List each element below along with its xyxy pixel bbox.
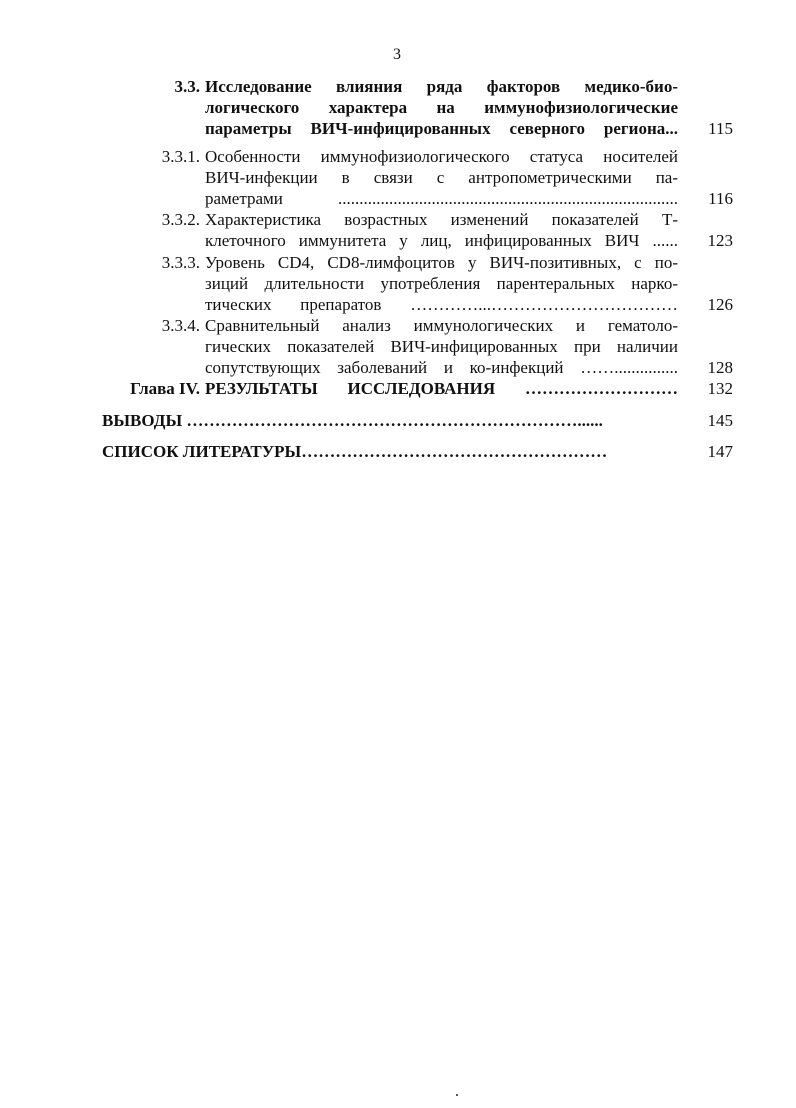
toc-number: 3.3.3.	[161, 253, 200, 272]
toc-line: тических препаратов …………...……………………………	[205, 295, 678, 314]
toc-page: 126	[707, 295, 733, 314]
toc-page: 145	[707, 411, 733, 430]
page-number: 3	[393, 46, 401, 63]
toc-page: 147	[707, 442, 733, 461]
toc-line: Исследование влияния ряда факторов медико-био-	[205, 77, 678, 96]
toc-line: параметры ВИЧ-инфицированных северного региона...	[205, 119, 678, 138]
toc-line: раметрами ................................................................................	[205, 189, 678, 208]
toc-conclusions: ВЫВОДЫ ……………………………………………………………......	[102, 411, 603, 430]
toc-line: Сравнительный анализ иммунологических и гематоло-	[205, 316, 678, 335]
toc-number: 3.3.1.	[161, 147, 200, 166]
toc-page: 123	[707, 231, 733, 250]
toc-number: 3.3.4.	[161, 316, 200, 335]
scan-speck	[456, 1094, 458, 1096]
toc-page: 132	[707, 379, 733, 398]
toc-page: 128	[707, 358, 733, 377]
toc-number: 3.3.2.	[161, 210, 200, 229]
toc-line: ВИЧ-инфекции в связи с антропометрическими па-	[205, 168, 678, 187]
toc-line: логического характера на иммунофизиологические	[205, 98, 678, 117]
toc-page: 115	[708, 119, 733, 138]
toc-line: РЕЗУЛЬТАТЫ ИССЛЕДОВАНИЯ ………………………	[205, 379, 678, 398]
toc-number: 3.3.	[174, 77, 200, 96]
toc-line: Характеристика возрастных изменений показателей Т-	[205, 210, 678, 229]
toc-page: 116	[708, 189, 733, 208]
toc-line: зиций длительности употребления парентеральных нарко-	[205, 274, 678, 293]
toc-line: сопутствующих заболеваний и ко-инфекций ……...............	[205, 358, 678, 377]
toc-references: СПИСОК ЛИТЕРАТУРЫ………………………………………………	[102, 442, 608, 461]
toc-line: гических показателей ВИЧ-инфицированных при наличии	[205, 337, 678, 356]
toc-line: Уровень CD4, CD8-лимфоцитов у ВИЧ-позитивных, с по-	[205, 253, 678, 272]
toc-line: Особенности иммунофизиологического статуса носителей	[205, 147, 678, 166]
toc-line: клеточного иммунитета у лиц, инфицированных ВИЧ ......	[205, 231, 678, 250]
toc-number: Глава IV.	[130, 379, 200, 398]
